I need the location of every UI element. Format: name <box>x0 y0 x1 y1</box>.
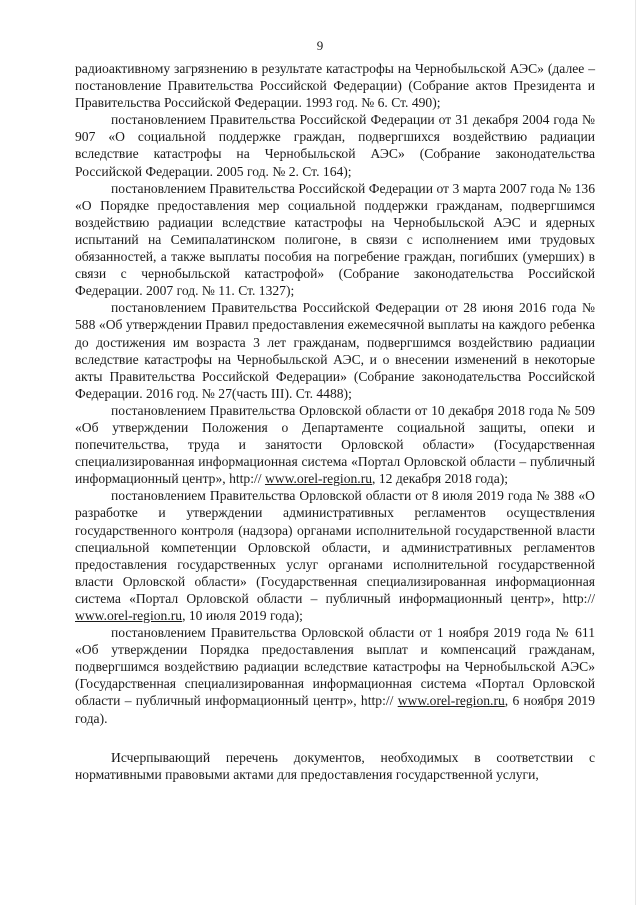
paragraph-text: постановлением Правительства Орловской области от 8 июля 2019 года № 388 «О разработке и утверждении административных регламентов осуществления государственного контроля (надзора) органами исполнительной государственной власти специальной компетенции Орловской области, и административных регламентов предоставления государственных услуг органами исполнительной государственной власти Орловской области» (Государственная специализированная информационная система «Портал Орловской области – публичный информационный центр», http:// <box>75 488 595 606</box>
paragraph-text-tail: , 10 июля 2019 года); <box>182 608 303 623</box>
paragraph-text: постановлением Правительства Российской Федерации от 31 декабря 2004 года № 907 «О социальной поддержке граждан, подвергшихся воздействию радиации вследствие катастрофы на Чернобыльской АЭС» (Собрание законодательства Российской Федерации. 2005 год. № 2. Ст. 164); <box>75 112 595 179</box>
paragraph-decree-509 <box>75 402 595 487</box>
paragraph-text: постановлением Правительства Российской Федерации от 28 июня 2016 года № 588 «Об утверждении Правил предоставления ежемесячной выплаты на каждого ребенка до достижения им возраста 3 лет гражданам, подвергшимся воздействию радиации вследствие катастрофы на Чернобыльской АЭС, и о внесении изменений в некоторые акты Правительства Российской Федерации» (Собрание законодательства Российской Федерации. 2016 год. № 27(часть III). Ст. 4488); <box>75 300 595 401</box>
paragraph-decree-907 <box>75 111 595 179</box>
orel-region-link[interactable]: www.orel-region.ru <box>264 471 373 487</box>
paragraph-text: постановлением Правительства Российской Федерации от 3 марта 2007 года № 136 «О Порядке предоставления мер социальной поддержки гражданам, подвергшимся воздействию радиации вследствие катастрофы на Чернобыльской АЭС и ядерных испытаний на Семипалатинском полигоне, в связи с исполнением ими трудовых обязанностей, а также выплаты пособия на погребение граждан, погибших (умерших) в связи с чернобыльской катастрофой» (Собрание законодательства Российской Федерации. 2007 год. № 11. Ст. 1327); <box>75 180 595 299</box>
paragraph-text: постановлением Правительства Орловской области от 10 декабря 2018 года № 509 «Об утверждении Положения о Департаменте социальной защиты, опеки и попечительства, труда и занятости Орловской области» (Государственная специализированная информационная система «Портал Орловской области – публичный информационный центр», http:// <box>75 402 595 487</box>
paragraph-continuation <box>75 60 595 111</box>
scan-edge-mark <box>635 0 636 905</box>
paragraph-decree-588 <box>75 299 595 402</box>
paragraph-decree-611 <box>75 624 595 727</box>
paragraph-decree-136 <box>75 180 595 300</box>
page-number: 9 <box>316 38 324 53</box>
orel-region-link[interactable]: www.orel-region.ru <box>397 693 505 709</box>
paragraph-text-tail: , 6 ноября 2019 года). <box>75 693 595 726</box>
paragraph-documents-list <box>75 749 595 783</box>
paragraph-text-tail: , 12 декабря 2018 года); <box>372 471 509 487</box>
document-body <box>75 60 595 783</box>
paragraph-text: постановлением Правительства Орловской области от 1 ноября 2019 года № 611 «Об утверждении Порядка предоставления выплат и компенсаций гражданам, подвергшимся воздействию радиации вследствие катастрофы на Чернобыльской АЭС» (Государственная специализированная информационная система «Портал Орловской области – публичный информационный центр», http:// <box>75 625 595 709</box>
paragraph-text: радиоактивному загрязнению в результате катастрофы на Чернобыльской АЭС» (далее – постановление Правительства Российской Федерации) (Собрание актов Президента и Правительства Российской Федерации. 1993 год. № 6. Ст. 490); <box>75 61 595 111</box>
paragraph-text: Исчерпывающий перечень документов, необходимых в соответствии с нормативными правовыми актами для предоставления государственной услуги, <box>75 749 595 782</box>
paragraph-decree-388 <box>75 487 595 624</box>
orel-region-link[interactable]: www.orel-region.ru <box>75 608 183 623</box>
